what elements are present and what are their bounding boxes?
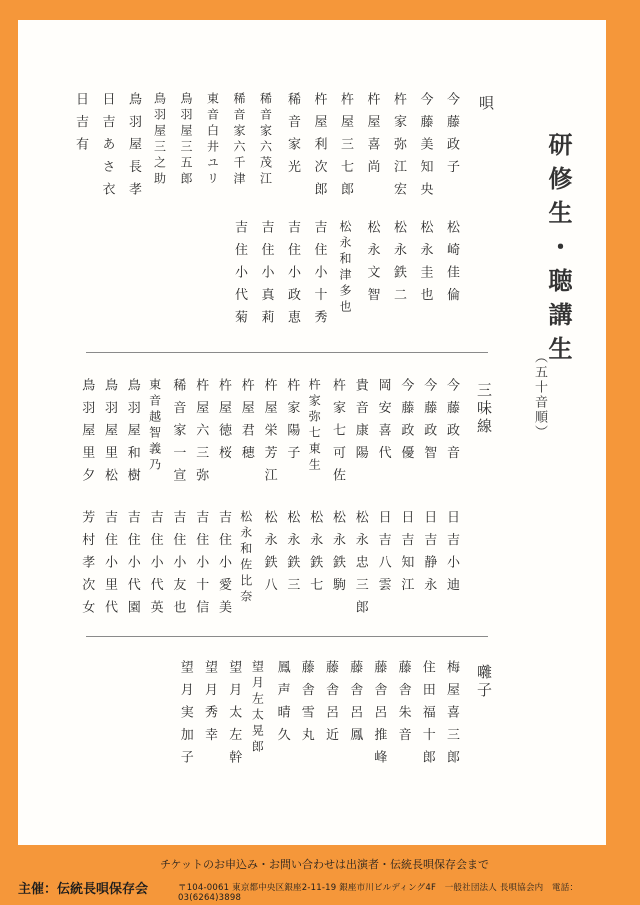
performer-name: 吉住小愛美 — [216, 510, 231, 623]
performer-name: 吉住小十秀 — [311, 220, 327, 333]
performer-name: 松永鉄七 — [307, 510, 323, 600]
performer-name: 稀音家六茂江 — [258, 92, 273, 188]
performer-name: 松永忠三郎 — [352, 510, 368, 623]
section-heading-uta: 唄 — [477, 95, 495, 113]
performer-name: 杵家七可佐 — [330, 378, 345, 491]
performer-name: 日吉あさ衣 — [99, 92, 115, 205]
performer-name: 藤舎呂鳳 — [347, 660, 363, 750]
program-page — [18, 20, 606, 845]
performer-name: 杵屋徳桜 — [216, 378, 231, 468]
performer-name: 住田福十郎 — [419, 660, 435, 773]
performer-name: 杵家弥七東生 — [307, 378, 322, 474]
contact-note: チケットのお申込み・お問い合わせは出演者・伝統長唄保存会まで — [160, 858, 490, 871]
performer-name: 吉住小代英 — [147, 510, 163, 623]
performer-name: 松崎佳倫 — [444, 220, 459, 310]
performer-name: 今藤政音 — [444, 378, 459, 468]
performer-name: 藤舎呂近 — [323, 660, 338, 750]
performer-name: 望月太左幹 — [226, 660, 242, 773]
performer-name: 吉住小代菊 — [232, 220, 247, 333]
performer-name: 今藤政智 — [421, 378, 437, 468]
performer-name: 杵家弥江宏 — [391, 92, 406, 205]
performer-name: 松永和津多也 — [338, 220, 352, 316]
performer-name: 杵屋君穂 — [238, 378, 254, 468]
performer-name: 藤舎朱音 — [395, 660, 411, 750]
performer-name: 今藤美知央 — [417, 92, 433, 205]
organizer-label: 主催：伝統長唄保存会 — [18, 882, 149, 897]
performer-name: 鳳声晴久 — [274, 660, 290, 750]
performer-name: 松永和佐比奈 — [238, 510, 253, 606]
divider-1 — [86, 352, 488, 353]
performer-name: 稀音家六千津 — [232, 92, 246, 188]
performer-name: 鳥羽屋長孝 — [126, 92, 141, 205]
performer-name: 芳村孝次女 — [79, 510, 95, 623]
performer-name: 鳥羽屋三五郎 — [179, 92, 193, 188]
performer-name: 吉住小政恵 — [285, 220, 300, 333]
page-subtitle: （五十音順） — [532, 350, 547, 440]
performer-name: 杵屋六三弥 — [193, 378, 209, 491]
section-heading-shamisen: 三味線 — [475, 382, 493, 436]
performer-name: 東音白井ユリ — [205, 92, 220, 188]
performer-name: 吉住小真莉 — [258, 220, 274, 333]
performer-name: 稀音家一宣 — [170, 378, 186, 491]
performer-name: 松永鉄駒 — [330, 510, 345, 600]
performer-name: 杵屋三七郎 — [338, 92, 353, 205]
performer-name: 杵屋栄芳江 — [261, 378, 277, 491]
performer-name: 藤舎雪丸 — [298, 660, 314, 750]
performer-name: 稀音家光 — [285, 92, 300, 182]
performer-name: 鳥羽屋里夕 — [79, 378, 95, 491]
organizer-address: 〒104-0061 東京都中央区銀座2-11-19 銀座市川ビルディング4F 一般社団法人 長唄協会内 電話：03(6264)3898 — [178, 883, 579, 903]
performer-name: 望月秀幸 — [202, 660, 217, 750]
performer-name: 今藤政子 — [444, 92, 459, 182]
performer-name: 貴音康陽 — [352, 378, 368, 468]
section-heading-hayashi: 囃子 — [475, 664, 493, 700]
performer-name: 松永鉄三 — [284, 510, 300, 600]
performer-name: 吉住小友也 — [170, 510, 186, 623]
footer — [0, 845, 640, 905]
performer-name: 吉住小代園 — [124, 510, 140, 623]
divider-2 — [86, 636, 488, 637]
performer-name: 日吉小迪 — [444, 510, 459, 600]
performer-name: 鳥羽屋里松 — [102, 378, 117, 491]
performer-name: 日吉知江 — [398, 510, 414, 600]
performer-name: 松永圭也 — [417, 220, 433, 310]
performer-name: 藤舎呂推峰 — [371, 660, 387, 773]
performer-name: 今藤政優 — [398, 378, 414, 468]
performer-name: 日吉八雲 — [375, 510, 391, 600]
performer-name: 日吉静永 — [421, 510, 437, 600]
performer-name: 吉住小十信 — [193, 510, 209, 623]
performer-name: 鳥羽屋三之助 — [152, 92, 167, 188]
performer-name: 松永鉄二 — [391, 220, 406, 310]
performer-name: 岡安喜代 — [375, 378, 391, 468]
performer-name: 松永文智 — [364, 220, 380, 310]
performer-name: 望月実加子 — [177, 660, 193, 773]
performer-name: 吉住小里代 — [102, 510, 117, 623]
performer-name: 日吉有 — [73, 92, 88, 160]
performer-name: 東音越智義乃 — [147, 378, 162, 474]
performer-name: 望月左太晃郎 — [250, 660, 265, 756]
performer-name: 鳥羽屋和樹 — [124, 378, 140, 491]
page-title: 研修生・聴講生 — [544, 132, 573, 370]
performer-name: 松永鉄八 — [261, 510, 277, 600]
performer-name: 杵屋利次郎 — [311, 92, 327, 205]
performer-name: 杵家陽子 — [284, 378, 300, 468]
performer-name: 梅屋喜三郎 — [444, 660, 459, 773]
performer-name: 杵屋喜尚 — [364, 92, 380, 182]
